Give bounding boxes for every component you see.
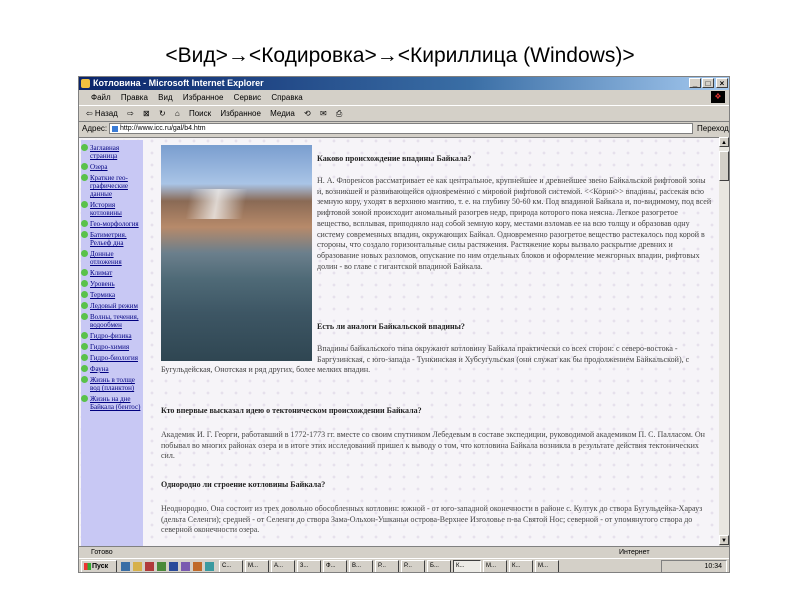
go-button[interactable]: Переход bbox=[697, 124, 729, 133]
taskbar-window-button[interactable]: Ф... bbox=[323, 560, 347, 573]
taskbar-window-button[interactable]: С... bbox=[219, 560, 243, 573]
bullet-icon bbox=[81, 313, 88, 320]
bullet-icon bbox=[81, 302, 88, 309]
search-button[interactable]: Поиск bbox=[188, 109, 212, 118]
mail-icon[interactable]: ✉ bbox=[319, 109, 327, 118]
slide-title: <Вид>→<Кодировка>→<Кириллица (Windows)> bbox=[165, 44, 635, 67]
taskbar-window-button[interactable]: Б... bbox=[427, 560, 451, 573]
paragraph-origin: Н. А. Флоренсов рассматривает ее как центральное, крупнейшее и древнейшее звено Байкальской рифтовой зоны и, возникшей и развивающейся одновременно с мировой рифтовой системой. <<Корни>> впадины, рассекая всю земную кору, уходят в верхнюю мантию, т. е. на глубину 50-60 км. Под впадиной Байкала и, по-видимому, под всей рифтовой зоной происходит аномальный разогрев недр, природа которого пока неясна. Легкое разогретое вещество, всплывая, приподняло над собой земную кору, местами взломав ее на всю толщу и образовав одну систему современных впадин, окружающих Байкал. Одновременно разогретое вещество растекалось под корой в стороны, что создало горизонтальные силы растяжения. Растяжение коры вызвало раскрытие древних и образование новых разломов, опускание по ним отдельных блоков и оформление межгорных впадин, рифтовых долин - во главе с гигантской впадиной Байкала. bbox=[317, 176, 712, 271]
quicklaunch-icon[interactable] bbox=[205, 562, 214, 571]
taskbar-window-button[interactable]: М... bbox=[245, 560, 269, 573]
sidebar-item-hydrobiology[interactable]: Гидро-биология bbox=[81, 354, 143, 362]
quicklaunch-icon[interactable] bbox=[169, 562, 178, 571]
toolbar bbox=[79, 105, 729, 122]
paragraph-tectonic: Академик И. Г. Георги, работавший в 1772-1773 гг. вместе со своим спутником Лебедевым в составе экспедиции, руководимой академиком П. С. Палласом. Он побывал во многих районах озера и в итоге этих исследований пришел к выводу о том, что котловина Байкала возникла в результате действия тектонических сил. bbox=[161, 430, 705, 461]
vertical-scrollbar[interactable] bbox=[719, 137, 729, 545]
paragraph-analogs-part1: Впадины байкальского типа окружают котловину Байкала практически со всех сторон: с северо-востока - Баргузинская, с юго-запада - Тункинская и Хубсугульская (они служат как бы продолжением Байкальской), с bbox=[317, 344, 690, 364]
address-url: http://www.icc.ru/gal/b4.htm bbox=[120, 125, 206, 132]
favorites-button[interactable]: Избранное bbox=[220, 109, 261, 118]
bullet-icon bbox=[81, 220, 88, 227]
history-icon[interactable]: ⟲ bbox=[304, 109, 311, 118]
maximize-button[interactable]: □ bbox=[702, 78, 714, 88]
sidebar-item-ice[interactable]: Ледовый режим bbox=[81, 302, 143, 310]
quicklaunch-icon[interactable] bbox=[193, 562, 202, 571]
status-ready: Готово bbox=[91, 549, 113, 556]
quicklaunch-icon[interactable] bbox=[181, 562, 190, 571]
bullet-icon bbox=[81, 231, 88, 238]
menu-tools[interactable]: Сервис bbox=[233, 93, 262, 102]
sidebar-item-level[interactable]: Уровень bbox=[81, 280, 143, 288]
taskbar bbox=[79, 558, 729, 573]
scroll-thumb[interactable] bbox=[719, 151, 729, 181]
forward-button[interactable]: ⇨ bbox=[127, 109, 134, 118]
menu-file[interactable]: Файл bbox=[91, 93, 111, 102]
sidebar-item-history[interactable]: История котловины bbox=[81, 201, 143, 217]
sidebar-item-plankton[interactable]: Жизнь в толще вод (планктон) bbox=[81, 376, 143, 392]
sidebar-item-benthos[interactable]: Жизнь на дне Байкала (бентос) bbox=[81, 395, 143, 411]
quicklaunch-icon[interactable] bbox=[121, 562, 130, 571]
paragraph-structure: Неоднородно. Она состоит из трех довольно обособленных котловин: южной - от юго-западной оконечности в районе с. Култук до створа Бугульдейка-Харауз (дельта Селенги); средней - от Селенги до створа Зама-Ольхон-Ушканьи острова-Верхнее Изголовье п-ва Святой Нос; северной - от упомянутого створа до северной оконечности озера. bbox=[161, 504, 703, 535]
taskbar-window-button[interactable]: Р... bbox=[401, 560, 425, 573]
bullet-icon bbox=[81, 365, 88, 372]
bullet-icon bbox=[81, 201, 88, 208]
sidebar-nav bbox=[81, 140, 143, 546]
taskbar-window-button[interactable]: В... bbox=[349, 560, 373, 573]
window-title: Котловина - Microsoft Internet Explorer bbox=[93, 78, 264, 88]
sidebar-item-climate[interactable]: Климат bbox=[81, 269, 143, 277]
menu-help[interactable]: Справка bbox=[271, 93, 303, 102]
sidebar-item-lakes[interactable]: Озера bbox=[81, 163, 143, 171]
ie-window-icon bbox=[81, 79, 90, 88]
bullet-icon bbox=[81, 280, 88, 287]
heading-analogs: Есть ли аналоги Байкальской впадины? bbox=[317, 322, 465, 331]
menu-favorites[interactable]: Избранное bbox=[182, 93, 224, 102]
quicklaunch-icon[interactable] bbox=[157, 562, 166, 571]
status-bar bbox=[79, 546, 729, 558]
start-button[interactable]: Пуск bbox=[81, 560, 117, 573]
sidebar-item-thermics[interactable]: Термика bbox=[81, 291, 143, 299]
sidebar-item-sediments[interactable]: Донные отложения bbox=[81, 250, 143, 266]
browser-screenshot bbox=[78, 76, 730, 573]
address-label: Адрес: bbox=[82, 124, 108, 133]
heading-structure: Однородно ли строение котловины Байкала? bbox=[161, 480, 326, 489]
bullet-icon bbox=[81, 163, 88, 170]
taskbar-window-button[interactable]: К... bbox=[509, 560, 533, 573]
bullet-icon bbox=[81, 269, 88, 276]
windows-flag-icon bbox=[84, 563, 91, 570]
menu-edit[interactable]: Правка bbox=[120, 93, 148, 102]
back-button[interactable]: ⇦ Назад bbox=[86, 109, 118, 118]
bullet-icon bbox=[81, 250, 88, 257]
quicklaunch-icon[interactable] bbox=[133, 562, 142, 571]
print-icon[interactable]: ⎙ bbox=[335, 109, 343, 118]
sidebar-item-fauna[interactable]: Фауна bbox=[81, 365, 143, 373]
sidebar-item-bathymetry[interactable]: Батиметрия. Рельеф дна bbox=[81, 231, 143, 247]
taskbar-window-button-active[interactable]: К... bbox=[453, 560, 481, 573]
menu-bar bbox=[79, 91, 729, 104]
status-zone: Интернет bbox=[619, 549, 650, 556]
media-button[interactable]: Медиа bbox=[270, 109, 295, 118]
window-titlebar[interactable] bbox=[79, 77, 729, 90]
windows-logo-icon: ❖ bbox=[711, 91, 725, 103]
heading-origin: Каково происхождение впадины Байкала? bbox=[317, 154, 472, 163]
clock: 10:34 bbox=[704, 563, 722, 570]
home-icon[interactable]: ⌂ bbox=[174, 109, 180, 118]
sidebar-item-geo-data[interactable]: Краткие гео-графические данные bbox=[81, 174, 143, 198]
bullet-icon bbox=[81, 354, 88, 361]
stop-icon[interactable]: ⊠ bbox=[143, 109, 150, 118]
bullet-icon bbox=[81, 376, 88, 383]
sidebar-item-waves[interactable]: Волны, течения, водообмен bbox=[81, 313, 143, 329]
taskbar-window-button[interactable]: 3... bbox=[297, 560, 321, 573]
quicklaunch-icon[interactable] bbox=[145, 562, 154, 571]
page-content bbox=[79, 137, 719, 546]
scroll-up-icon[interactable]: ▲ bbox=[719, 137, 729, 147]
bullet-icon bbox=[81, 144, 88, 151]
bullet-icon bbox=[81, 291, 88, 298]
system-tray bbox=[661, 560, 727, 573]
heading-tectonic: Кто впервые высказал идею о тектоническом происхождении Байкала? bbox=[161, 406, 422, 415]
sidebar-item-hydrochemistry[interactable]: Гидро-химия bbox=[81, 343, 143, 351]
sidebar-item-geomorphology[interactable]: Гео-морфология bbox=[81, 220, 143, 228]
minimize-button[interactable]: _ bbox=[689, 78, 701, 88]
taskbar-window-button[interactable]: М... bbox=[483, 560, 507, 573]
menu-view[interactable]: Вид bbox=[158, 93, 173, 102]
bullet-icon bbox=[81, 332, 88, 339]
page-icon bbox=[112, 126, 118, 132]
taskbar-window-button[interactable]: Р... bbox=[375, 560, 399, 573]
taskbar-window-button[interactable]: М... bbox=[535, 560, 559, 573]
scroll-down-icon[interactable]: ▼ bbox=[719, 535, 729, 545]
bullet-icon bbox=[81, 395, 88, 402]
close-button[interactable]: × bbox=[716, 78, 728, 88]
sidebar-item-home[interactable]: Заглавная страница bbox=[81, 144, 143, 160]
bullet-icon bbox=[81, 343, 88, 350]
address-input[interactable] bbox=[109, 123, 693, 134]
taskbar-window-button[interactable]: А... bbox=[271, 560, 295, 573]
refresh-icon[interactable]: ↻ bbox=[158, 109, 166, 118]
sidebar-item-hydrophysics[interactable]: Гидро-физика bbox=[81, 332, 143, 340]
address-bar bbox=[79, 121, 729, 136]
baikal-photo bbox=[161, 145, 312, 361]
bullet-icon bbox=[81, 174, 88, 181]
paragraph-analogs-part2: Бугульдейская, Онотская и ряд других, более мелких впадин. bbox=[161, 365, 371, 375]
